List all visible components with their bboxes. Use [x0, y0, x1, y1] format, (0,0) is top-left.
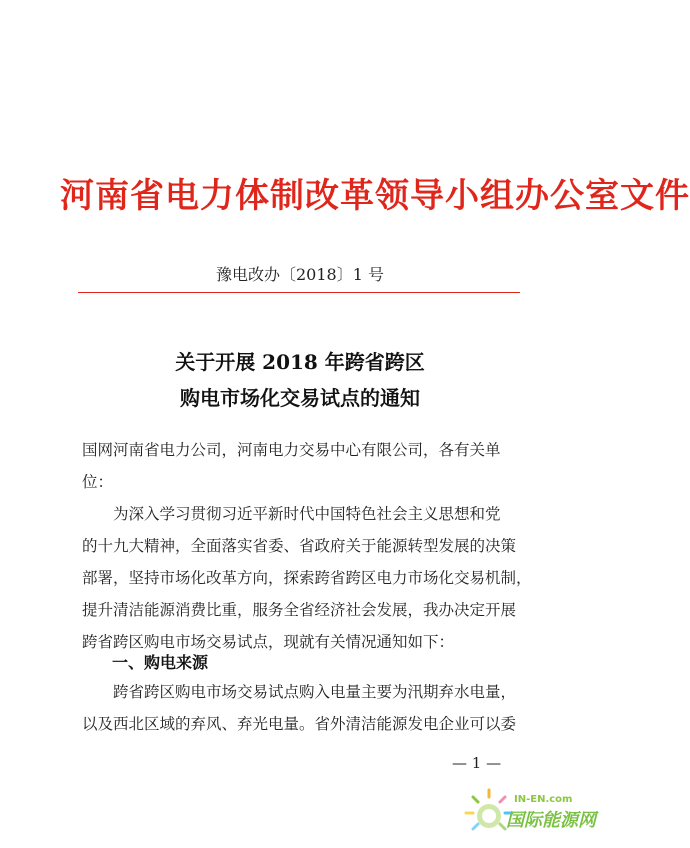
paragraph-intro: [82, 498, 532, 658]
page-number: — 1 —: [452, 754, 502, 772]
paragraph-line: 以及西北区域的弃风、弃光电量。省外清洁能源发电企业可以委: [82, 715, 517, 733]
watermark-logo: [462, 780, 598, 846]
red-divider-line: [78, 292, 520, 293]
document-number: 豫电改办〔2018〕1 号: [216, 265, 384, 284]
paragraph-power-source: [82, 676, 520, 740]
paragraph-line: 跨省跨区购电市场交易试点，现就有关情况通知如下：: [82, 633, 455, 651]
watermark-brand: 国际能源网: [506, 810, 596, 831]
watermark-url: IN-EN.com: [514, 794, 573, 805]
paragraph-line: 跨省跨区购电市场交易试点购入电量主要为汛期弃水电量，: [82, 683, 517, 701]
paragraph-line: 提升清洁能源消费比重，服务全省经济社会发展，我办决定开展: [82, 601, 517, 619]
salutation: [82, 434, 520, 498]
section-heading: 一、购电来源: [112, 653, 209, 672]
document-title-line-2: 购电市场化交易试点的通知: [180, 386, 420, 410]
paragraph-line: 部署，坚持市场化改革方向，探索跨省跨区电力市场化交易机制，: [82, 569, 532, 587]
document-title: [0, 344, 600, 416]
salutation-line: 国网河南省电力公司，河南电力交易中心有限公司，各有关单: [82, 441, 501, 459]
paragraph-line: 为深入学习贯彻习近平新时代中国特色社会主义思想和党: [82, 505, 501, 523]
document-title-line-1: 关于开展 2018 年跨省跨区: [175, 350, 425, 374]
salutation-line: 位：: [82, 473, 114, 491]
paragraph-line: 的十九大精神，全面落实省委、省政府关于能源转型发展的决策: [82, 537, 517, 555]
issuing-organization-title: 河南省电力体制改革领导小组办公室文件: [60, 176, 690, 216]
